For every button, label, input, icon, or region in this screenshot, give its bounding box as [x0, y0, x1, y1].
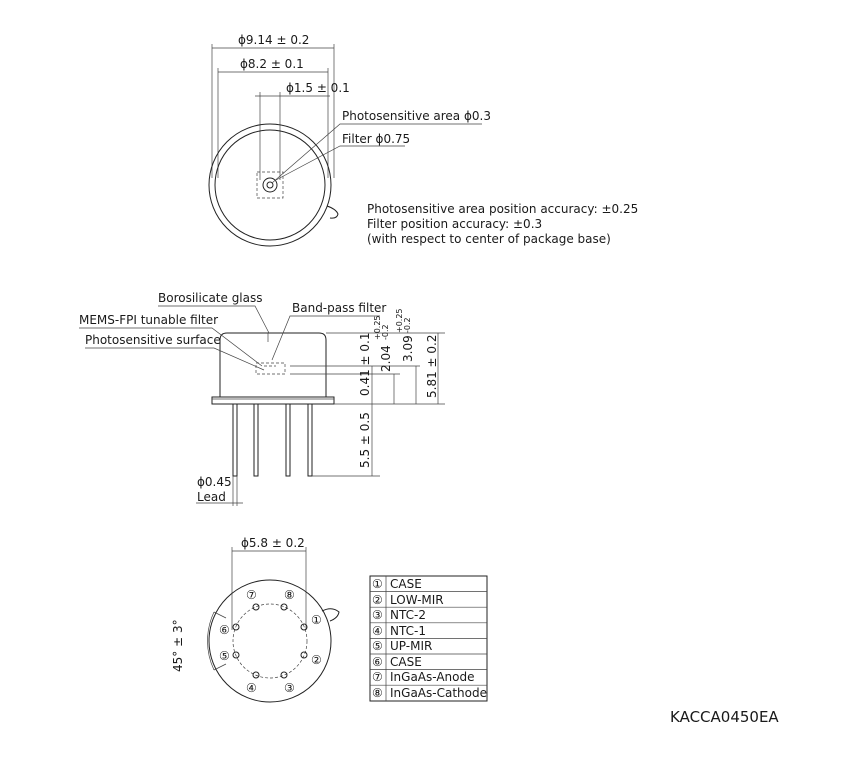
dim-lead-diameter: ϕ0.45 [197, 475, 232, 489]
lead [233, 404, 237, 476]
note-area-accuracy: Photosensitive area position accuracy: ±0.25 [367, 202, 639, 216]
pin-table [370, 576, 487, 701]
drawing-code: KACCA0450EA [670, 708, 779, 726]
pin-table-name: InGaAs-Cathode [390, 686, 487, 700]
lead [308, 404, 312, 476]
pin-table-name: CASE [390, 655, 422, 669]
label-band-pass-filter: Band-pass filter [292, 301, 387, 315]
pin-table-number: ④ [372, 624, 383, 638]
dim-3-09-tol-minus: -0.2 [403, 317, 412, 333]
label-filter: Filter ϕ0.75 [342, 132, 411, 146]
dim-3-09: 3.09 [401, 335, 415, 362]
pin-table-number: ⑥ [372, 655, 383, 669]
filter-outline [257, 172, 283, 198]
pin-number: ⑦ [246, 588, 257, 602]
dim-lead-length: 5.5 ± 0.5 [358, 412, 372, 468]
label-borosilicate-glass: Borosilicate glass [158, 291, 263, 305]
lead [254, 404, 258, 476]
dim-3-09-tol-plus: +0.25 [395, 308, 404, 333]
label-lead: Lead [197, 490, 226, 504]
pin-table-name: UP-MIR [390, 639, 433, 653]
dim-angle: 45° ± 3° [171, 619, 185, 672]
pin-table-number: ⑧ [372, 686, 383, 700]
pin-table-name: InGaAs-Anode [390, 670, 475, 684]
pin-number: ⑥ [219, 623, 230, 637]
package-cap-outline [215, 130, 325, 240]
top-view [209, 33, 638, 246]
label-photosensitive-surface: Photosensitive surface [85, 333, 221, 347]
pin-number: ① [311, 613, 322, 627]
dim-outer-diameter: ϕ9.14 ± 0.2 [238, 33, 310, 47]
pin-table-number: ⑤ [372, 639, 383, 653]
label-mems-fpi: MEMS-FPI tunable filter [79, 313, 219, 327]
dim-0-41: 0.41 ± 0.1 [358, 332, 372, 396]
pin-number: ⑤ [219, 649, 230, 663]
pin-table-name: NTC-2 [390, 608, 426, 622]
pin-table-number: ② [372, 593, 383, 607]
lead [286, 404, 290, 476]
cap-body [220, 333, 326, 397]
pin-table-number: ① [372, 577, 383, 591]
dim-2-04: 2.04 [379, 345, 393, 372]
package-tab [327, 206, 338, 218]
bottom-view [171, 536, 339, 702]
base-tab [322, 609, 339, 621]
pin-number: ⑧ [284, 588, 295, 602]
package-base [212, 397, 334, 404]
pin-table-name: LOW-MIR [390, 593, 444, 607]
note-filter-accuracy: Filter position accuracy: ±0.3 [367, 217, 543, 231]
dim-pcd: ϕ5.8 ± 0.2 [241, 536, 305, 550]
label-photosensitive-area: Photosensitive area ϕ0.3 [342, 109, 491, 123]
pin-table-name: CASE [390, 577, 422, 591]
side-view [79, 291, 445, 506]
dim-2-04-tol-minus: -0.2 [381, 324, 390, 340]
note-reference: (with respect to center of package base) [367, 232, 611, 246]
pin-table-number: ③ [372, 608, 383, 622]
pin-table-number: ⑦ [372, 670, 383, 684]
pin-circle [233, 604, 307, 678]
dim-2-04-tol-plus: +0.25 [373, 315, 382, 340]
base-outline [209, 580, 331, 702]
pin-number: ③ [284, 681, 295, 695]
dim-inner-diameter: ϕ8.2 ± 0.1 [240, 57, 304, 71]
dim-window-diameter: ϕ1.5 ± 0.1 [286, 81, 350, 95]
pin-number: ④ [246, 681, 257, 695]
dim-5-81: 5.81 ± 0.2 [425, 334, 439, 398]
pin-number: ② [311, 653, 322, 667]
pin-table-name: NTC-1 [390, 624, 426, 638]
package-outer-outline [209, 124, 331, 246]
